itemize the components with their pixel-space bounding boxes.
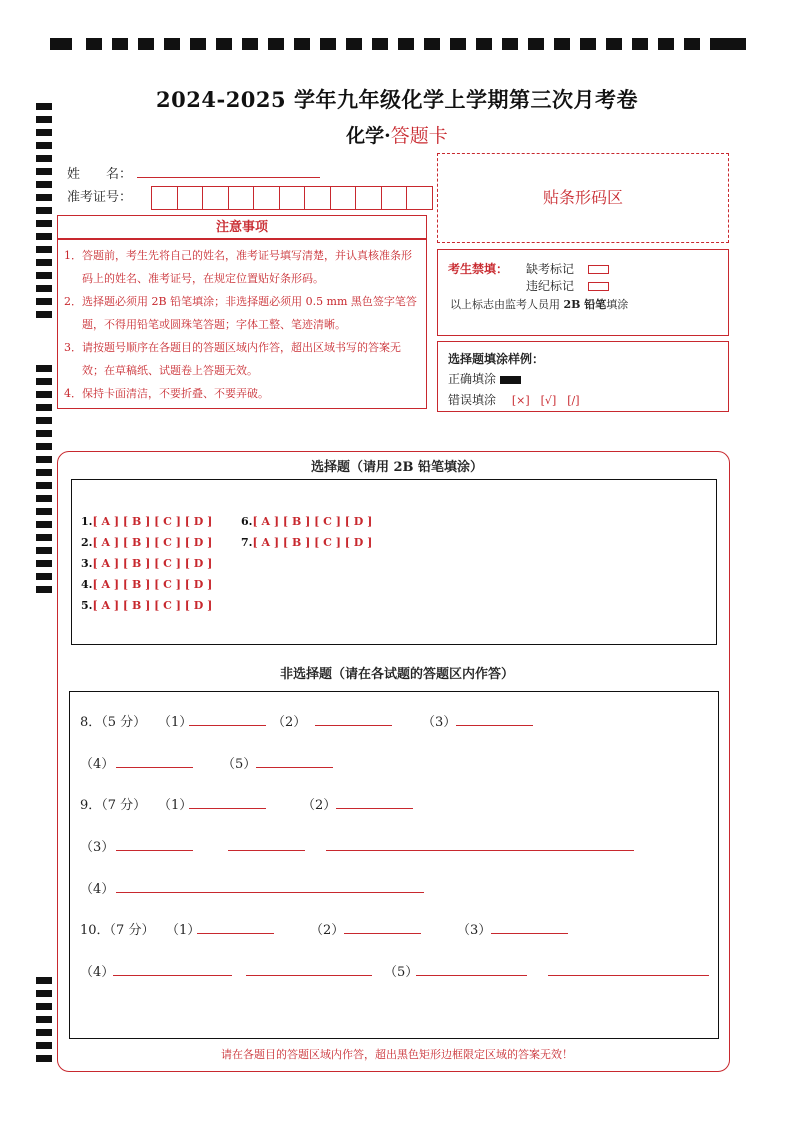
- q10-part4-blank-a[interactable]: [113, 975, 232, 976]
- card-subtitle: [0, 121, 794, 148]
- choice-row-6[interactable]: 6.[ A ] [ B ] [ C ] [ D ]: [241, 515, 373, 528]
- notice-heading: 注意事项: [57, 215, 427, 239]
- filled-sample-mark: [500, 376, 521, 384]
- proctor-note-bold: 2B 铅笔: [563, 298, 607, 311]
- barcode-label: 贴条形码区: [542, 188, 623, 207]
- wrong-fill-label: 错误填涂: [448, 393, 497, 407]
- wrong-fill-marks: [×] [√] [/]: [511, 394, 580, 407]
- footer-warning: 请在各题目的答题区域内作答，超出黑色矩形边框限定区域的答案无效！: [221, 1048, 573, 1061]
- q10-part5-blank-b[interactable]: [548, 975, 709, 976]
- q8-part4-label: （4）: [80, 757, 115, 772]
- fill-sample-box: [437, 341, 729, 412]
- choice-answer-box: [71, 479, 717, 645]
- q9-part4-blank[interactable]: [116, 892, 424, 893]
- absent-mark-label: 缺考标记: [526, 262, 575, 276]
- choice-row-4[interactable]: 4.[ A ] [ B ] [ C ] [ D ]: [81, 578, 213, 591]
- proctor-note: [450, 296, 628, 312]
- q9-head: 9．（7 分）: [80, 798, 147, 813]
- notice-item: 3．请按题号顺序在各题目的答题区域内作答，超出区域书写的答案无效；在草稿纸、试题卷上答题无效。: [64, 341, 401, 377]
- notice-list: [57, 239, 427, 409]
- q9-part2-blank[interactable]: [336, 808, 413, 809]
- q10-part2-blank[interactable]: [344, 933, 421, 934]
- correct-fill-label: 正确填涂: [448, 372, 497, 386]
- q10-part1-blank[interactable]: [197, 933, 274, 934]
- proctor-only-label: 考生禁填：: [448, 262, 509, 276]
- q10-part3-blank[interactable]: [491, 933, 568, 934]
- q10-part3-label: （3）: [457, 923, 492, 938]
- notice-item: 1．答题前，考生先将自己的姓名，准考证号填写清楚，并认真核准条形码上的姓名、准考证号，在规定位置贴好条形码。: [64, 249, 412, 285]
- subtitle-answer-card: 答题卡: [390, 125, 448, 147]
- proctor-note-prefix: 以上标志由监考人员用: [450, 298, 564, 311]
- q9-part4-label: （4）: [80, 882, 115, 897]
- name-label: 姓 名：: [67, 167, 133, 182]
- choice-row-1[interactable]: 1.[ A ] [ B ] [ C ] [ D ]: [81, 515, 213, 528]
- choice-row-7[interactable]: 7.[ A ] [ B ] [ C ] [ D ]: [241, 536, 373, 549]
- violation-mark-row: [526, 277, 609, 294]
- q10-part5-label: （5）: [384, 965, 419, 980]
- nonchoice-heading: 非选择题（请在各试题的答题区内作答）: [279, 667, 514, 682]
- q9-part2-label: （2）: [302, 798, 337, 813]
- q8-part1-blank[interactable]: [189, 725, 266, 726]
- correct-fill-row: [448, 370, 521, 387]
- q10-part2-label: （2）: [310, 923, 345, 938]
- q8-part3-blank[interactable]: [456, 725, 533, 726]
- q8-part2-blank[interactable]: [315, 725, 392, 726]
- choice-heading: 选择题（请用 2B 铅笔填涂）: [310, 460, 484, 475]
- q9-part1-blank[interactable]: [189, 808, 266, 809]
- fill-sample-heading: 选择题填涂样例：: [448, 352, 545, 366]
- choice-row-2[interactable]: 2.[ A ] [ B ] [ C ] [ D ]: [81, 536, 213, 549]
- wrong-fill-row: [448, 391, 580, 408]
- q8-part5-blank[interactable]: [256, 767, 333, 768]
- top-timing-marks: [50, 38, 746, 52]
- q8-part1-label: （1）: [158, 715, 193, 730]
- q10-part1-label: （1）: [166, 923, 201, 938]
- violation-mark-label: 违纪标记: [526, 279, 575, 293]
- q10-part4-label: （4）: [80, 965, 115, 980]
- subtitle-subject: 化学·: [346, 125, 391, 147]
- barcode-area: [437, 153, 729, 243]
- q8-part3-label: （3）: [422, 715, 457, 730]
- q9-part1-label: （1）: [158, 798, 193, 813]
- choice-row-5[interactable]: 5.[ A ] [ B ] [ C ] [ D ]: [81, 599, 213, 612]
- name-field[interactable]: [137, 177, 320, 178]
- q9-part3-blank-c[interactable]: [326, 850, 634, 851]
- violation-mark-box[interactable]: [588, 282, 609, 291]
- q8-part4-blank[interactable]: [116, 767, 193, 768]
- q8-part2-label: （2）: [272, 715, 307, 730]
- exam-id-label: 准考证号：: [67, 190, 133, 205]
- proctor-note-suffix: 填涂: [606, 298, 629, 311]
- q8-head: 8．（5 分）: [80, 715, 147, 730]
- q10-head: 10．（7 分）: [80, 923, 155, 938]
- absent-mark-box[interactable]: [588, 265, 609, 274]
- q9-part3-label: （3）: [80, 840, 115, 855]
- notice-item: 2．选择题必须用 2B 铅笔填涂；非选择题必须用 0.5 mm 黑色签字笔答题，不得用铅笔或圆珠笔答题；字体工整、笔迹清晰。: [64, 295, 417, 331]
- choice-row-3[interactable]: 3.[ A ] [ B ] [ C ] [ D ]: [81, 557, 213, 570]
- notice-item: 4．保持卡面清洁，不要折叠、不要弄破。: [64, 387, 269, 400]
- absent-mark-row: [526, 260, 609, 277]
- q9-part3-blank-b[interactable]: [228, 850, 305, 851]
- proctor-mark-box: [437, 249, 729, 336]
- q10-part5-blank-a[interactable]: [416, 975, 527, 976]
- q9-part3-blank-a[interactable]: [116, 850, 193, 851]
- q10-part4-blank-b[interactable]: [246, 975, 372, 976]
- q8-part5-label: （5）: [222, 757, 257, 772]
- exam-id-boxes[interactable]: [152, 186, 433, 210]
- exam-title: 2024-2025 学年九年级化学上学期第三次月考卷: [156, 87, 638, 112]
- nonchoice-answer-box: [69, 691, 719, 1039]
